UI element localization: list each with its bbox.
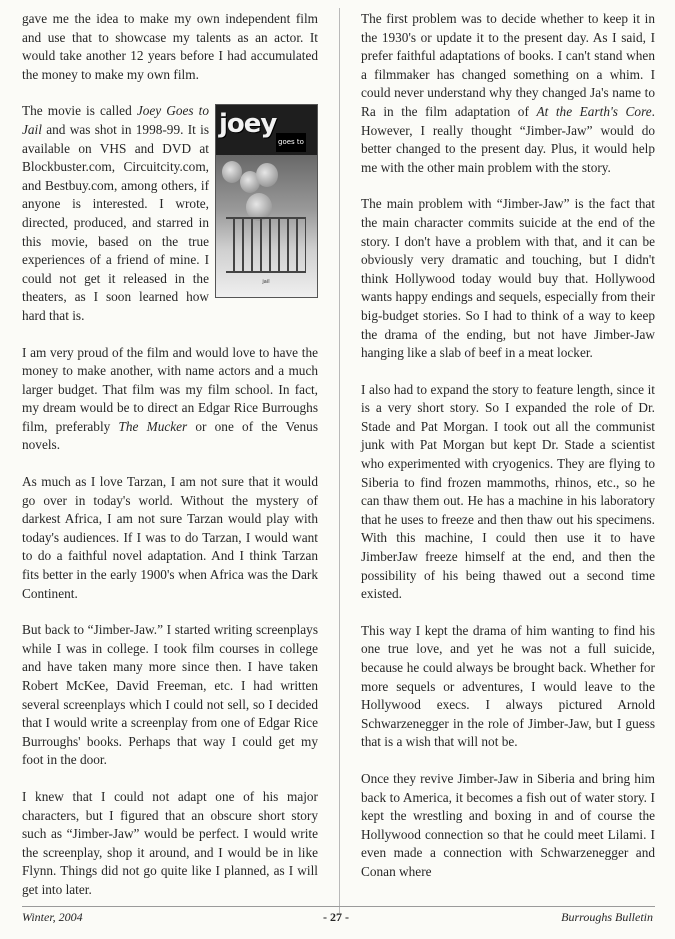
paragraph: The main problem with “Jimber-Jaw” is the fact that the main character commits suicide at the end of the story. I don't have a problem with that, and it can be obviously very dramatic and touching, but I didn't think Hollywood today would buy that. Hollywood wants happy endings and sequels, especially from their big-budget stories. So I had to think of a way to keep the drama of the ending, but not have Jimber-Jaw hanging like a slab of beef in a meat locker.	[361, 196, 655, 361]
poster-face	[222, 161, 242, 183]
paragraph: I also had to expand the story to feature length, since it is a very short story. So I expanded the role of Dr. Stade and Pat Morgan. I took out all the communist junk with Pat Morgan but kept Dr. Stade a scientist who experimented with cryogenics. They are flying to Siberia to find frozen mammoths, rhinos, etc., so he can thaw them out. He has a machine in his laboratory that he uses to freeze and then thaw out his specimens. With this machine, I could then use it to have JimberJaw freeze himself at the end, and then the possibility of his being thawed out a second time existed.	[361, 381, 655, 602]
paragraph: But back to “Jimber-Jaw.” I started writing screenplays while I was in college. I took film courses in college and have taken many more since then. I have taken Robert McKee, David Freeman, etc. I had written several screenplays which I could not sell, so I decided that I would write a screenplay from one of Edgar Rice Burroughs' books. Perhaps that way I could get my foot in the door.	[22, 622, 318, 768]
right-column	[361, 10, 655, 900]
paragraph	[22, 102, 318, 325]
paragraph-text: . However, I really thought “Jimber-Jaw” would do better changed to the present day. Plus, it would help me with the other main problem with the story.	[361, 103, 655, 175]
paragraph-text: or one of the Venus novels.	[22, 418, 318, 453]
paragraph: gave me the idea to make my own independent film and use that to showcase my talents as an actor. It would take another 12 years before I had accumulated the money to make my own film.	[22, 11, 318, 82]
book-title: The Mucker	[118, 418, 188, 434]
movie-title: Joey Goes to Jail	[22, 103, 209, 137]
paragraph: As much as I love Tarzan, I am not sure that it would go over in today's world. Without the mystery of darkest Africa, I am not sure Tarzan would play with today's audiences. If I was to do Tarzan, I would want to do a faithful novel adaptation. And I think Tarzan fits better in the early 1900's when Africa was the Dark Continent.	[22, 474, 318, 601]
paragraph: This way I kept the drama of him wanting to find his one true love, and yet he was not a full suicide, because he could always be brought back. Whether for more sequels or adventures, I would leave to the Hollywood execs. I always pictured Arnold Schwarzenegger in the role of Jimber-Jaw, but I guess that is a wish that will not be.	[361, 622, 655, 750]
poster-caption: jail	[262, 278, 270, 285]
paragraph-text: The movie is called	[22, 103, 137, 119]
poster-jail-bars	[226, 217, 306, 273]
paragraph-text: I am very proud of the film and would love to have the money to make another, with name actors and a much larger budget. That film was my film school. In fact, my dream would be to direct an Edgar Rice Burroughs film, preferably	[22, 344, 318, 434]
movie-poster-image	[215, 104, 318, 298]
paragraph	[22, 344, 318, 456]
paragraph-text: and was shot in 1998-99. It is available on VHS and DVD at Blockbuster.com, Circuitcity.com, and Bestbuy.com, among others, if anyone is interested. I wrote, directed, produced, and starred in this movie, based on the true experiences of a friend of mine. I could not get it released in the theaters, as I soon learned how hard that is.	[22, 121, 209, 323]
left-column	[22, 10, 318, 918]
poster-subtitle: goes to	[276, 133, 306, 152]
column-divider	[339, 8, 340, 913]
footer-publication-name: Burroughs Bulletin	[561, 910, 653, 924]
poster-face	[256, 163, 278, 187]
paragraph-text: The first problem was to decide whether to keep it in the 1930's or update it to the present day. As I said, I prefer faithful adaptations of books. I can't stand when a filmmaker has changed something on a whim. I could never understand why they changed Ja's name to Ra in the film adaptation of	[361, 11, 655, 119]
page-number: - 27 -	[323, 910, 349, 924]
footer-issue-date: Winter, 2004	[22, 910, 83, 924]
paragraph	[361, 10, 655, 177]
paragraph: I knew that I could not adapt one of his major characters, but I figured that an obscure short story such as “Jimber-Jaw” would be perfect. I would write the screenplay, shop it around, and I would be in like Flynn. Things did not go quite like I planned, as I will get into later.	[22, 788, 318, 897]
film-title: At the Earth's Core	[536, 103, 652, 119]
footer-rule	[22, 906, 655, 907]
paragraph: Once they revive Jimber-Jaw in Siberia and bring him back to America, it becomes a fish out of water story. I kept the wrestling and boxing in and of course the Hollywood connection so that he could meet Lilami. I even made a connection with Schwarzenegger and Conan where	[361, 770, 655, 879]
poster-title: joey	[219, 109, 277, 140]
